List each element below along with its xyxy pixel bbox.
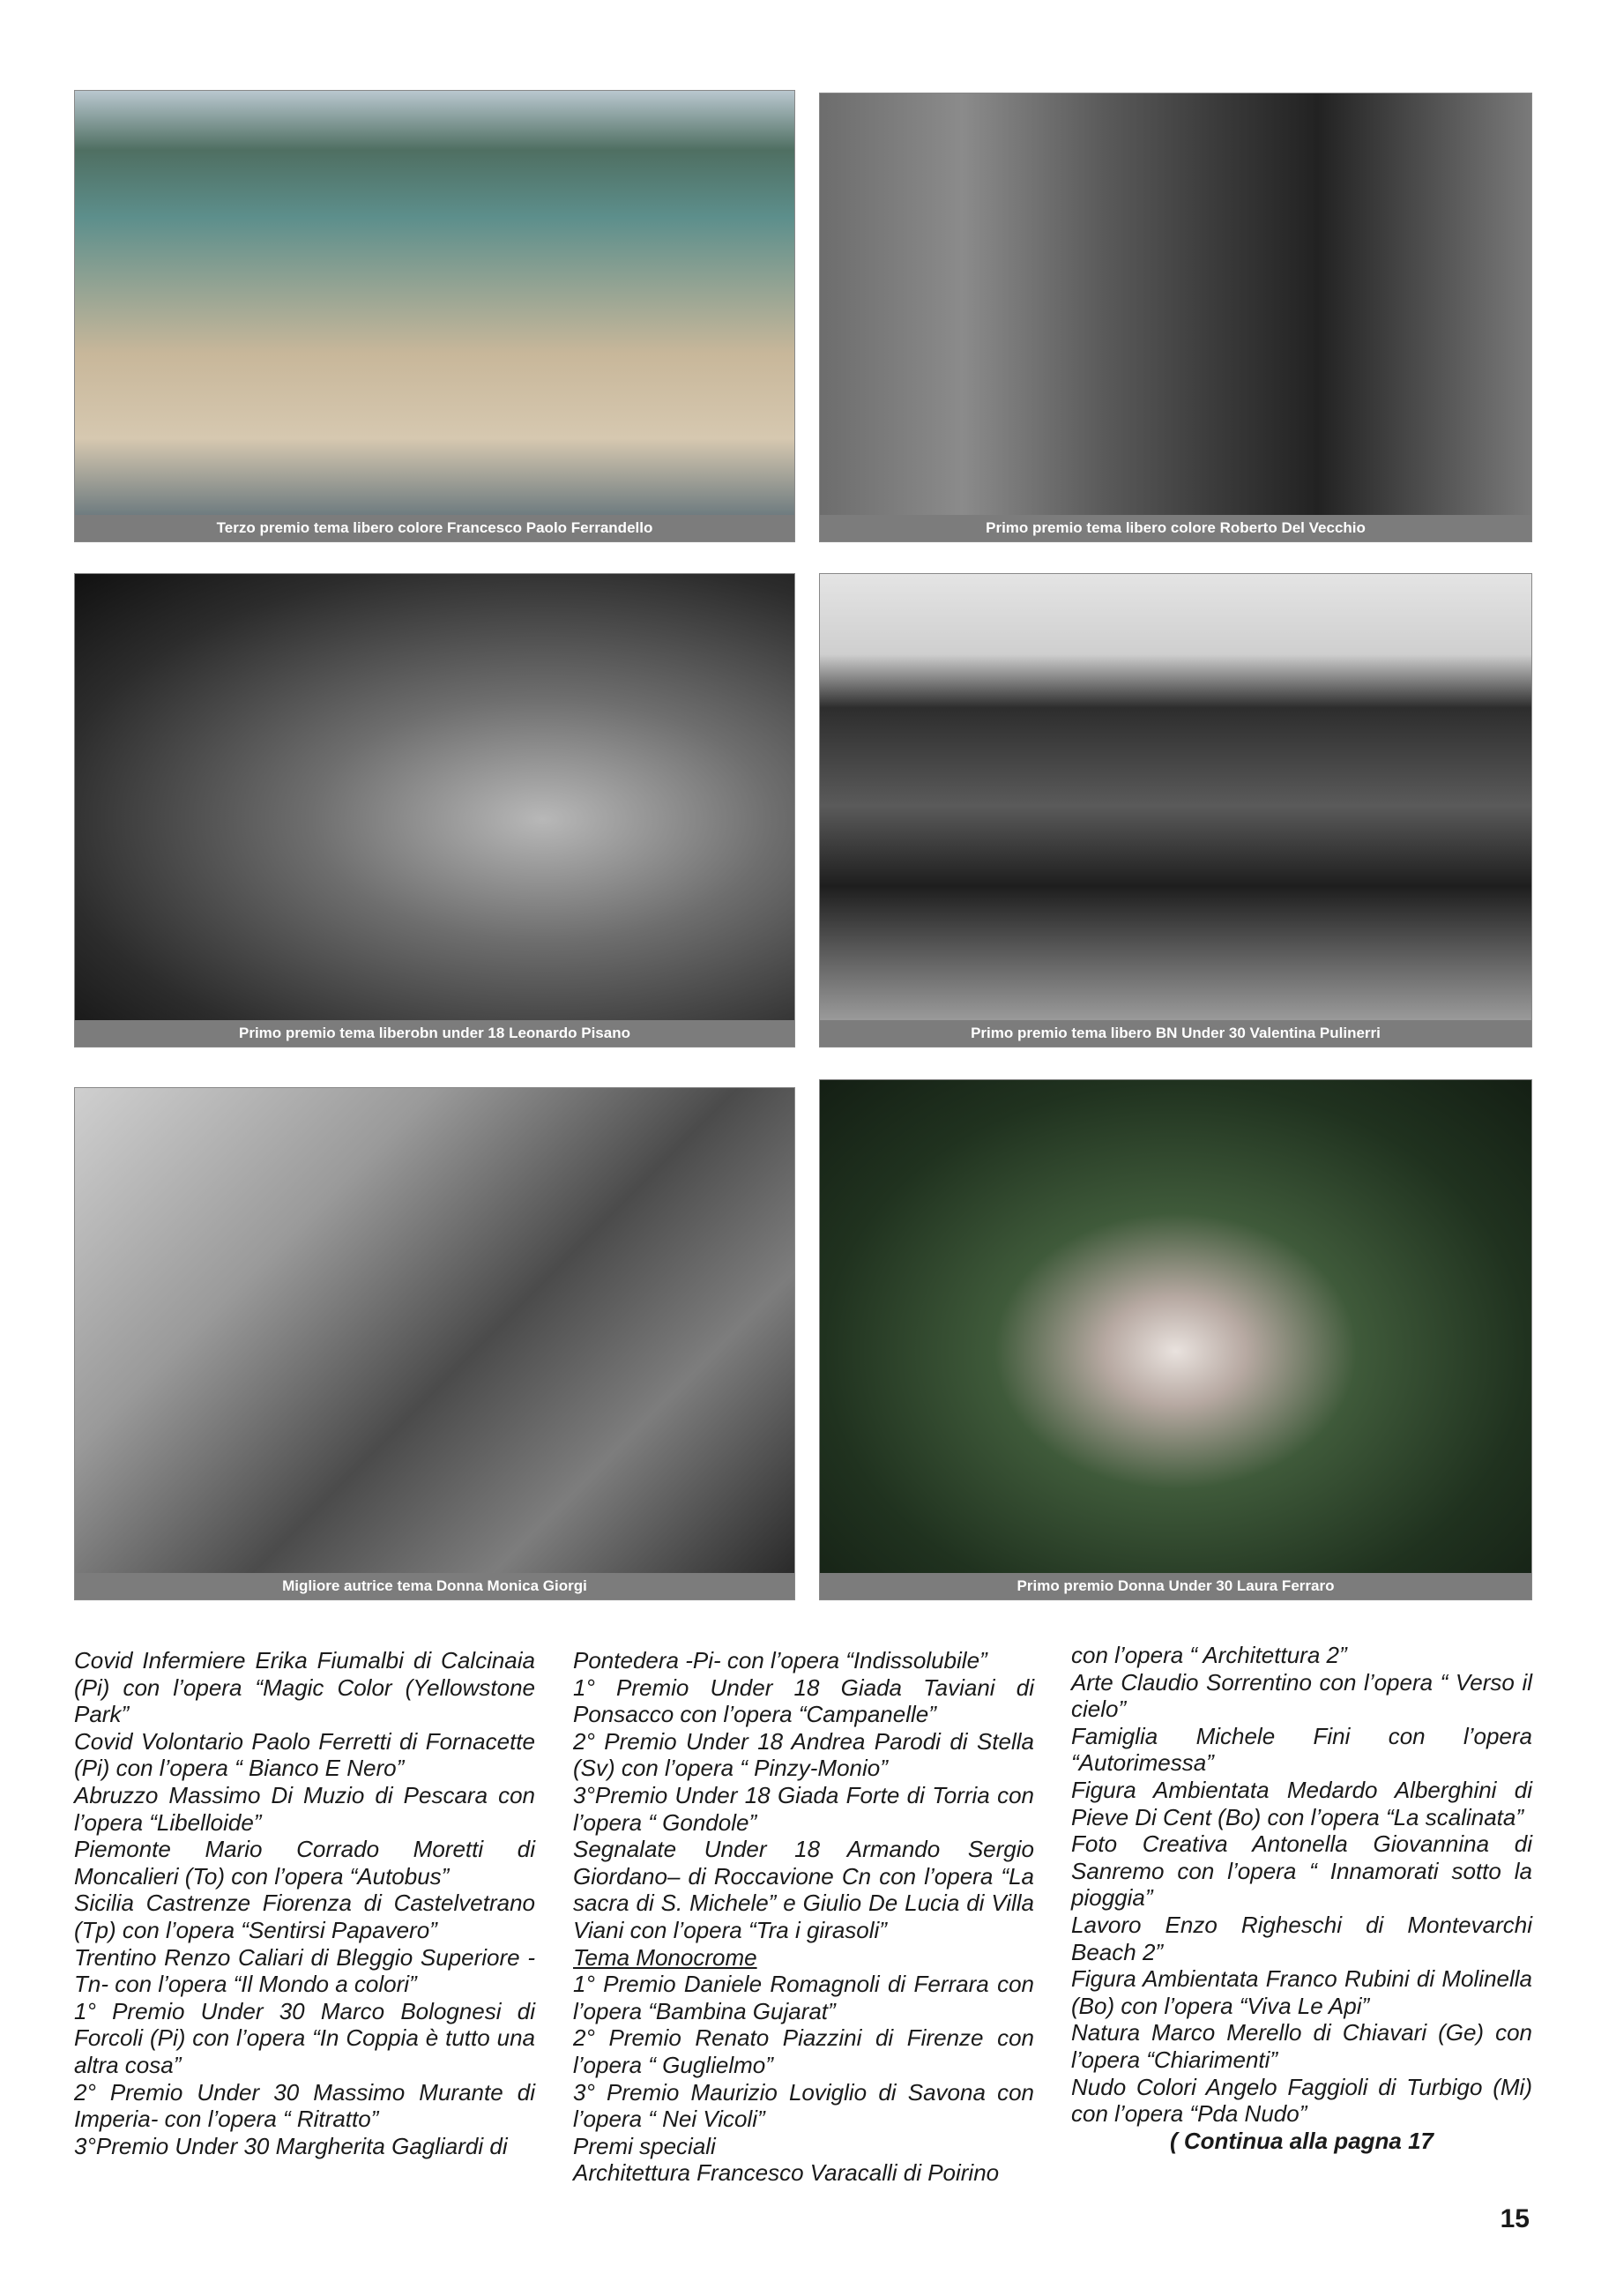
award-entry: Lavoro Enzo Righeschi di Montevarchi Beach 2”	[1071, 1911, 1532, 1965]
award-entry: Figura Ambientata Medardo Alberghini di Pieve Di Cent (Bo) con l’opera “La scalinata”	[1071, 1776, 1532, 1830]
award-entry: 2° Premio Under 18 Andrea Parodi di Stella (Sv) con l’opera “ Pinzy-Monio”	[573, 1727, 1034, 1782]
aqueduct-image	[820, 574, 1531, 1020]
photo-aqueduct	[819, 573, 1532, 1047]
photo-caption: Primo premio tema liberobn under 18 Leonardo Pisano	[75, 1020, 794, 1047]
award-entry: 3° Premio Maurizio Loviglio di Savona con l’opera “ Nei Vicoli”	[573, 2078, 1034, 2133]
photo-caption: Migliore autrice tema Donna Monica Giorgi	[75, 1573, 794, 1599]
award-entry: Pontedera -Pi- con l’opera “Indissolubile”	[573, 1647, 987, 1674]
photo-caption: Primo premio tema libero BN Under 30 Valentina Pulinerri	[820, 1020, 1531, 1047]
award-entry: Trentino Renzo Caliari di Bleggio Superiore -Tn- con l’opera “Il Mondo a colori”	[74, 1943, 535, 1998]
award-entry: 2° Premio Renato Piazzini di Firenze con l’opera “ Guglielmo”	[573, 2024, 1034, 2078]
award-entry: Piemonte Mario Corrado Moretti di Moncalieri (To) con l’opera “Autobus”	[74, 1836, 535, 1890]
award-entry: 3°Premio Under 18 Giada Forte di Torria con l’opera “ Gondole”	[573, 1781, 1034, 1836]
page-number: 15	[1500, 2204, 1530, 2233]
photo-mannequins	[74, 573, 795, 1047]
award-entry: Figura Ambientata Franco Rubini di Molinella (Bo) con l’opera “Viva Le Api”	[1071, 1965, 1532, 2019]
section-heading: Premi speciali	[573, 2132, 716, 2159]
award-entry: Natura Marco Merello di Chiavari (Ge) con l’opera “Chiarimenti”	[1071, 2019, 1532, 2073]
elderly-women-image	[75, 1088, 794, 1573]
award-entry: 3°Premio Under 30 Margherita Gagliardi di	[74, 2132, 508, 2159]
photo-beach	[74, 90, 795, 542]
award-entry: Segnalate Under 18 Armando Sergio Giordano– di Roccavione Cn con l’opera “La sacra di S. Michele” e Giulio De Lucia di Villa Viani con l’opera “Tra i girasoli”	[573, 1836, 1034, 1943]
award-entry: Sicilia Castrenze Fiorenza di Castelvetrano (Tp) con l’opera “Sentirsi Papavero”	[74, 1890, 535, 1943]
award-entry: Covid Infermiere Erika Fiumalbi di Calcinaia (Pi) con l’opera “Magic Color (Yellowstone Park”	[74, 1647, 535, 1728]
award-entry: Covid Volontario Paolo Ferretti di Fornacette (Pi) con l’opera “ Bianco E Nero”	[74, 1727, 535, 1782]
award-entry: Architettura Francesco Varacalli di Poirino	[573, 2159, 1000, 2187]
yoga-woman-image	[820, 1080, 1531, 1573]
award-entry: Foto Creativa Antonella Giovannina di Sanremo con l’opera “ Innamorati sotto la pioggia”	[1071, 1830, 1532, 1912]
award-entry: 1° Premio Under 18 Giada Taviani di Ponsacco con l’opera “Campanelle”	[573, 1674, 1034, 1728]
text-column-left	[74, 1647, 535, 2159]
continue-note: ( Continua alla pagna 17	[1169, 2127, 1434, 2154]
award-entry: 1° Premio Under 30 Marco Bolognesi di Forcoli (Pi) con l’opera “In Coppia è tutto una altra cosa”	[74, 1997, 535, 2078]
award-entry: Arte Claudio Sorrentino con l’opera “ Verso il cielo”	[1071, 1668, 1532, 1723]
award-entry: Nudo Colori Angelo Faggioli di Turbigo (Mi) con l’opera “Pda Nudo”	[1071, 2073, 1532, 2128]
couple-kiss-image	[820, 93, 1531, 515]
award-entry: Famiglia Michele Fini con l’opera “Autorimessa”	[1071, 1722, 1532, 1777]
award-entry: con l’opera “ Architettura 2”	[1071, 1642, 1347, 1668]
photo-caption: Terzo premio tema libero colore Francesco Paolo Ferrandello	[75, 515, 794, 541]
text-column-right	[1071, 1642, 1532, 2154]
photo-caption: Primo premio Donna Under 30 Laura Ferraro	[820, 1573, 1531, 1599]
text-column-middle	[573, 1647, 1034, 2187]
photo-kiss	[819, 93, 1532, 542]
award-entry: 1° Premio Daniele Romagnoli di Ferrara con l’opera “Bambina Gujarat”	[573, 1971, 1034, 2024]
photo-elderly-women	[74, 1087, 795, 1600]
section-heading: Tema Monocrome	[573, 1943, 757, 1971]
photo-caption: Primo premio tema libero colore Roberto Del Vecchio	[820, 515, 1531, 541]
award-entry: Abruzzo Massimo Di Muzio di Pescara con l’opera “Libelloide”	[74, 1781, 535, 1836]
photo-yoga	[819, 1079, 1532, 1600]
award-entry: 2° Premio Under 30 Massimo Murante di Imperia- con l’opera “ Ritratto”	[74, 2078, 535, 2133]
beach-aerial-image	[75, 91, 794, 515]
mannequins-image	[75, 574, 794, 1020]
